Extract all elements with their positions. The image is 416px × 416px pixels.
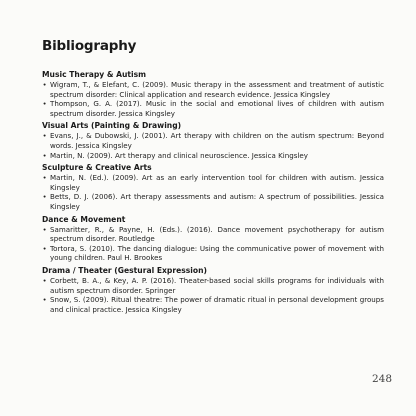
reference-item: • Tortora, S. (2010). The dancing dialogue: Using the communicative power of movement with young children. Paul H. Brookes bbox=[42, 244, 384, 263]
section-heading: Dance & Movement bbox=[42, 214, 126, 224]
section-visual-arts bbox=[42, 121, 384, 160]
section-music-therapy bbox=[42, 70, 384, 118]
section-sculpture bbox=[42, 163, 384, 211]
reference-list bbox=[42, 225, 384, 263]
section-heading: Visual Arts (Painting & Drawing) bbox=[42, 121, 182, 131]
reference-item: • Martin, N. (Ed.). (2009). Art as an early intervention tool for children with autism. Jessica Kingsley bbox=[42, 173, 384, 192]
section-drama bbox=[42, 266, 384, 314]
section-dance bbox=[42, 215, 384, 263]
reference-item: • Snow, S. (2009). Ritual theatre: The power of dramatic ritual in personal development groups and clinical practice. Jessica Kingsley bbox=[42, 295, 384, 314]
reference-item: • Samaritter, R., & Payne, H. (Eds.). (2016). Dance movement psychotherapy for autism spectrum disorder. Routledge bbox=[42, 225, 384, 244]
reference-item: • Evans, J., & Dubowski, J. (2001). Art therapy with children on the autism spectrum: Beyond words. Jessica Kingsley bbox=[42, 131, 384, 150]
page-title: Bibliography bbox=[42, 38, 137, 54]
reference-list bbox=[42, 131, 384, 160]
reference-item: • Corbett, B. A., & Key, A. P. (2016). Theater-based social skills programs for individuals with autism spectrum disorder. Springer bbox=[42, 276, 384, 295]
reference-item: • Wigram, T., & Elefant, C. (2009). Music therapy in the assessment and treatment of autistic spectrum disorder: Clinical application and research evidence. Jessica Kingsley bbox=[42, 80, 384, 99]
reference-list bbox=[42, 276, 384, 314]
section-heading: Music Therapy & Autism bbox=[42, 70, 147, 79]
reference-list bbox=[42, 80, 384, 118]
reference-item: • Martin, N. (2009). Art therapy and clinical neuroscience. Jessica Kingsley bbox=[42, 151, 384, 161]
reference-list bbox=[42, 173, 384, 211]
reference-item: • Thompson, G. A. (2017). Music in the social and emotional lives of children with autism spectrum disorder. Jessica Kingsley bbox=[42, 99, 384, 118]
page-number: 248 bbox=[371, 373, 392, 385]
bibliography-content bbox=[42, 70, 384, 317]
section-heading: Drama / Theater (Gestural Expression) bbox=[42, 265, 207, 275]
reference-item: • Betts, D. J. (2006). Art therapy assessments and autism: A spectrum of possibilities. Jessica Kingsley bbox=[42, 192, 384, 211]
section-heading: Sculpture & Creative Arts bbox=[42, 163, 152, 173]
